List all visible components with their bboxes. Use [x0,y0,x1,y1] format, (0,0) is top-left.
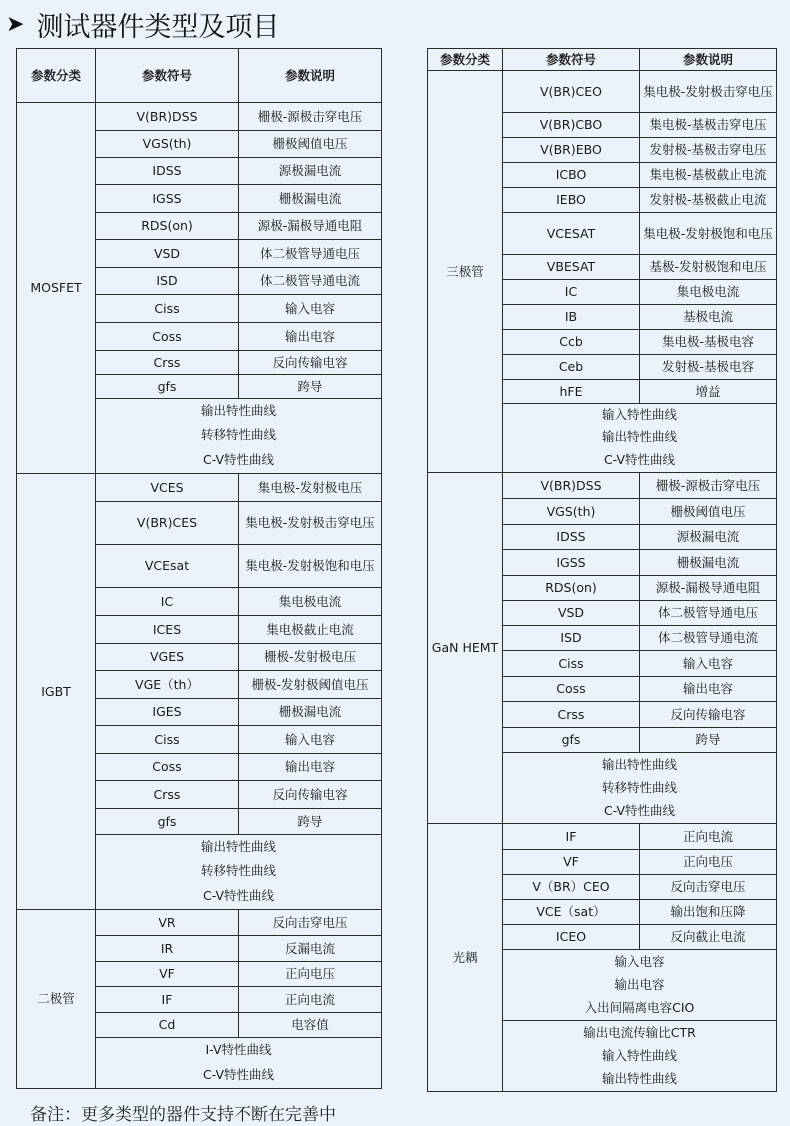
symbol-cell: IGSS [96,185,239,213]
symbol-cell: VSD [96,240,239,268]
desc-cell: 反向传输电容 [239,781,382,809]
curves-cell [503,1021,777,1092]
desc-cell: 输出电容 [640,677,777,702]
table-row [17,910,382,936]
desc-cell: 栅极阈值电压 [640,499,777,525]
footnote: 备注：更多类型的器件支持不断在完善中 [30,1105,336,1125]
desc-cell: 基极电流 [640,305,777,330]
symbol-cell: IR [96,936,239,962]
header-desc: 参数说明 [239,49,382,103]
symbol-cell: gfs [96,375,239,399]
category-cell: 三极管 [428,71,503,473]
symbol-cell: ISD [96,268,239,295]
curve-item: 入出间隔离电容CIO [584,1000,695,1015]
symbol-cell: ICBO [503,163,640,188]
symbol-cell: V（BR）CEO [503,875,640,900]
desc-cell: 栅极-源极击穿电压 [640,473,777,499]
desc-cell: 体二极管导通电压 [239,240,382,268]
desc-cell: 正向电流 [640,824,777,850]
header-row [428,49,777,71]
symbol-cell: VGS(th) [503,499,640,525]
curve-item: C-V特性曲线 [603,452,676,467]
desc-cell: 输出电容 [239,754,382,781]
symbol-cell: IF [503,824,640,850]
symbol-cell: ISD [503,626,640,651]
header-desc: 参数说明 [640,49,777,71]
header-symbol: 参数符号 [96,49,239,103]
curve-item: 转移特性曲线 [601,780,677,795]
desc-cell: 集电极-发射极饱和电压 [239,545,382,588]
symbol-cell: VCE（sat） [503,900,640,925]
table-row [428,71,777,113]
symbol-cell: VF [503,850,640,875]
curve-item: 输入特性曲线 [601,1048,677,1063]
curve-item: 输出特性曲线 [200,839,276,854]
desc-cell: 栅极漏电流 [239,185,382,213]
symbol-cell: VCES [96,474,239,502]
desc-cell: 正向电压 [640,850,777,875]
symbol-cell: Ccb [503,330,640,355]
symbol-cell: Ciss [503,651,640,677]
symbol-cell: VR [96,910,239,936]
curves-cell [96,835,382,910]
symbol-cell: Ciss [96,726,239,754]
curve-item: C-V特性曲线 [603,803,676,818]
curve-item: C-V特性曲线 [202,1067,275,1082]
desc-cell: 栅极漏电流 [239,699,382,726]
header-symbol: 参数符号 [503,49,640,71]
curve-item: 输出特性曲线 [601,1071,677,1086]
table-row [17,103,382,131]
desc-cell: 发射极-基极电容 [640,355,777,380]
symbol-cell: Ceb [503,355,640,380]
table-row [17,474,382,502]
header-category: 参数分类 [17,49,96,103]
curve-item: 转移特性曲线 [200,427,276,442]
curve-item: 输出电流传输比CTR [583,1025,696,1040]
symbol-cell: ICES [96,616,239,644]
desc-cell: 源极漏电流 [239,158,382,185]
symbol-cell: IC [503,280,640,305]
symbol-cell: Crss [96,351,239,375]
curves-cell [503,950,777,1021]
curve-item: 输出电容 [614,977,665,992]
desc-cell: 集电极电流 [640,280,777,305]
header-row [17,49,382,103]
desc-cell: 集电极-发射极击穿电压 [640,71,777,113]
desc-cell: 栅极-源极击穿电压 [239,103,382,131]
desc-cell: 发射极-基极击穿电压 [640,138,777,163]
symbol-cell: gfs [96,809,239,835]
desc-cell: 输入电容 [239,295,382,323]
left-spec-table [16,48,382,1089]
symbol-cell: VBESAT [503,255,640,280]
symbol-cell: hFE [503,380,640,404]
desc-cell: 反向击穿电压 [239,910,382,936]
category-cell: MOSFET [17,103,96,474]
desc-cell: 输入电容 [640,651,777,677]
desc-cell: 反向传输电容 [239,351,382,375]
desc-cell: 体二极管导通电流 [239,268,382,295]
desc-cell: 集电极-发射极电压 [239,474,382,502]
symbol-cell: IB [503,305,640,330]
desc-cell: 集电极-发射极击穿电压 [239,502,382,545]
desc-cell: 集电极-发射极饱和电压 [640,213,777,255]
symbol-cell: IDSS [96,158,239,185]
symbol-cell: V(BR)DSS [96,103,239,131]
header-category: 参数分类 [428,49,503,71]
symbol-cell: Cd [96,1013,239,1038]
desc-cell: 反向击穿电压 [640,875,777,900]
desc-cell: 电容值 [239,1013,382,1038]
desc-cell: 集电极电流 [239,588,382,616]
curves-cell [503,404,777,473]
desc-cell: 集电极-基极击穿电压 [640,113,777,138]
category-cell: IGBT [17,474,96,910]
symbol-cell: ICEO [503,925,640,950]
symbol-cell: VF [96,962,239,987]
desc-cell: 跨导 [239,375,382,399]
desc-cell: 栅极阈值电压 [239,131,382,158]
page-title-text: 测试器件类型及项目 [36,11,280,43]
curve-item: 输入特性曲线 [601,407,677,422]
curves-cell [96,1038,382,1089]
curve-item: 输入电容 [614,954,665,969]
symbol-cell: Crss [96,781,239,809]
curve-item: 输出特性曲线 [200,403,276,418]
desc-cell: 集电极-基极截止电流 [640,163,777,188]
desc-cell: 反漏电流 [239,936,382,962]
curve-item: C-V特性曲线 [202,452,275,467]
symbol-cell: Coss [96,323,239,351]
desc-cell: 正向电压 [239,962,382,987]
symbol-cell: VGS(th) [96,131,239,158]
symbol-cell: V(BR)CEO [503,71,640,113]
symbol-cell: Coss [96,754,239,781]
desc-cell: 跨导 [640,728,777,753]
symbol-cell: IDSS [503,525,640,550]
desc-cell: 基极-发射极饱和电压 [640,255,777,280]
symbol-cell: RDS(on) [96,213,239,240]
right-spec-table [427,48,777,1092]
curve-item: C-V特性曲线 [202,888,275,903]
curve-item: 输出特性曲线 [601,757,677,772]
desc-cell: 集电极截止电流 [239,616,382,644]
desc-cell: 发射极-基极截止电流 [640,188,777,213]
desc-cell: 集电极-基极电容 [640,330,777,355]
symbol-cell: V(BR)EBO [503,138,640,163]
symbol-cell: IEBO [503,188,640,213]
symbol-cell: IC [96,588,239,616]
symbol-cell: V(BR)CBO [503,113,640,138]
category-cell: 二极管 [17,910,96,1089]
symbol-cell: Crss [503,702,640,728]
desc-cell: 源极漏电流 [640,525,777,550]
desc-cell: 体二极管导通电压 [640,601,777,626]
page-title [6,4,279,44]
category-cell: 光耦 [428,824,503,1092]
curves-cell [96,399,382,474]
table-row [428,473,777,499]
symbol-cell: IGES [96,699,239,726]
symbol-cell: Ciss [96,295,239,323]
category-cell: GaN HEMT [428,473,503,824]
symbol-cell: gfs [503,728,640,753]
desc-cell: 正向电流 [239,987,382,1013]
desc-cell: 栅极漏电流 [640,550,777,576]
symbol-cell: VCEsat [96,545,239,588]
desc-cell: 输出饱和压降 [640,900,777,925]
symbol-cell: VGES [96,644,239,671]
desc-cell: 增益 [640,380,777,404]
curve-item: 转移特性曲线 [200,863,276,878]
curve-item: 输出特性曲线 [601,429,677,444]
symbol-cell: V(BR)DSS [503,473,640,499]
symbol-cell: VSD [503,601,640,626]
desc-cell: 输出电容 [239,323,382,351]
desc-cell: 输入电容 [239,726,382,754]
desc-cell: 源极-漏极导通电阻 [239,213,382,240]
symbol-cell: RDS(on) [503,576,640,601]
symbol-cell: IGSS [503,550,640,576]
desc-cell: 跨导 [239,809,382,835]
desc-cell: 栅极-发射极阈值电压 [239,671,382,699]
symbol-cell: VGE（th） [96,671,239,699]
desc-cell: 反向截止电流 [640,925,777,950]
desc-cell: 栅极-发射极电压 [239,644,382,671]
symbol-cell: V(BR)CES [96,502,239,545]
desc-cell: 源极-漏极导通电阻 [640,576,777,601]
symbol-cell: IF [96,987,239,1013]
curve-item: I-V特性曲线 [205,1042,272,1057]
table-row [428,824,777,850]
curves-cell [503,753,777,824]
symbol-cell: VCESAT [503,213,640,255]
desc-cell: 反向传输电容 [640,702,777,728]
desc-cell: 体二极管导通电流 [640,626,777,651]
symbol-cell: Coss [503,677,640,702]
arrow-bullet-icon: ➤ [6,11,25,37]
